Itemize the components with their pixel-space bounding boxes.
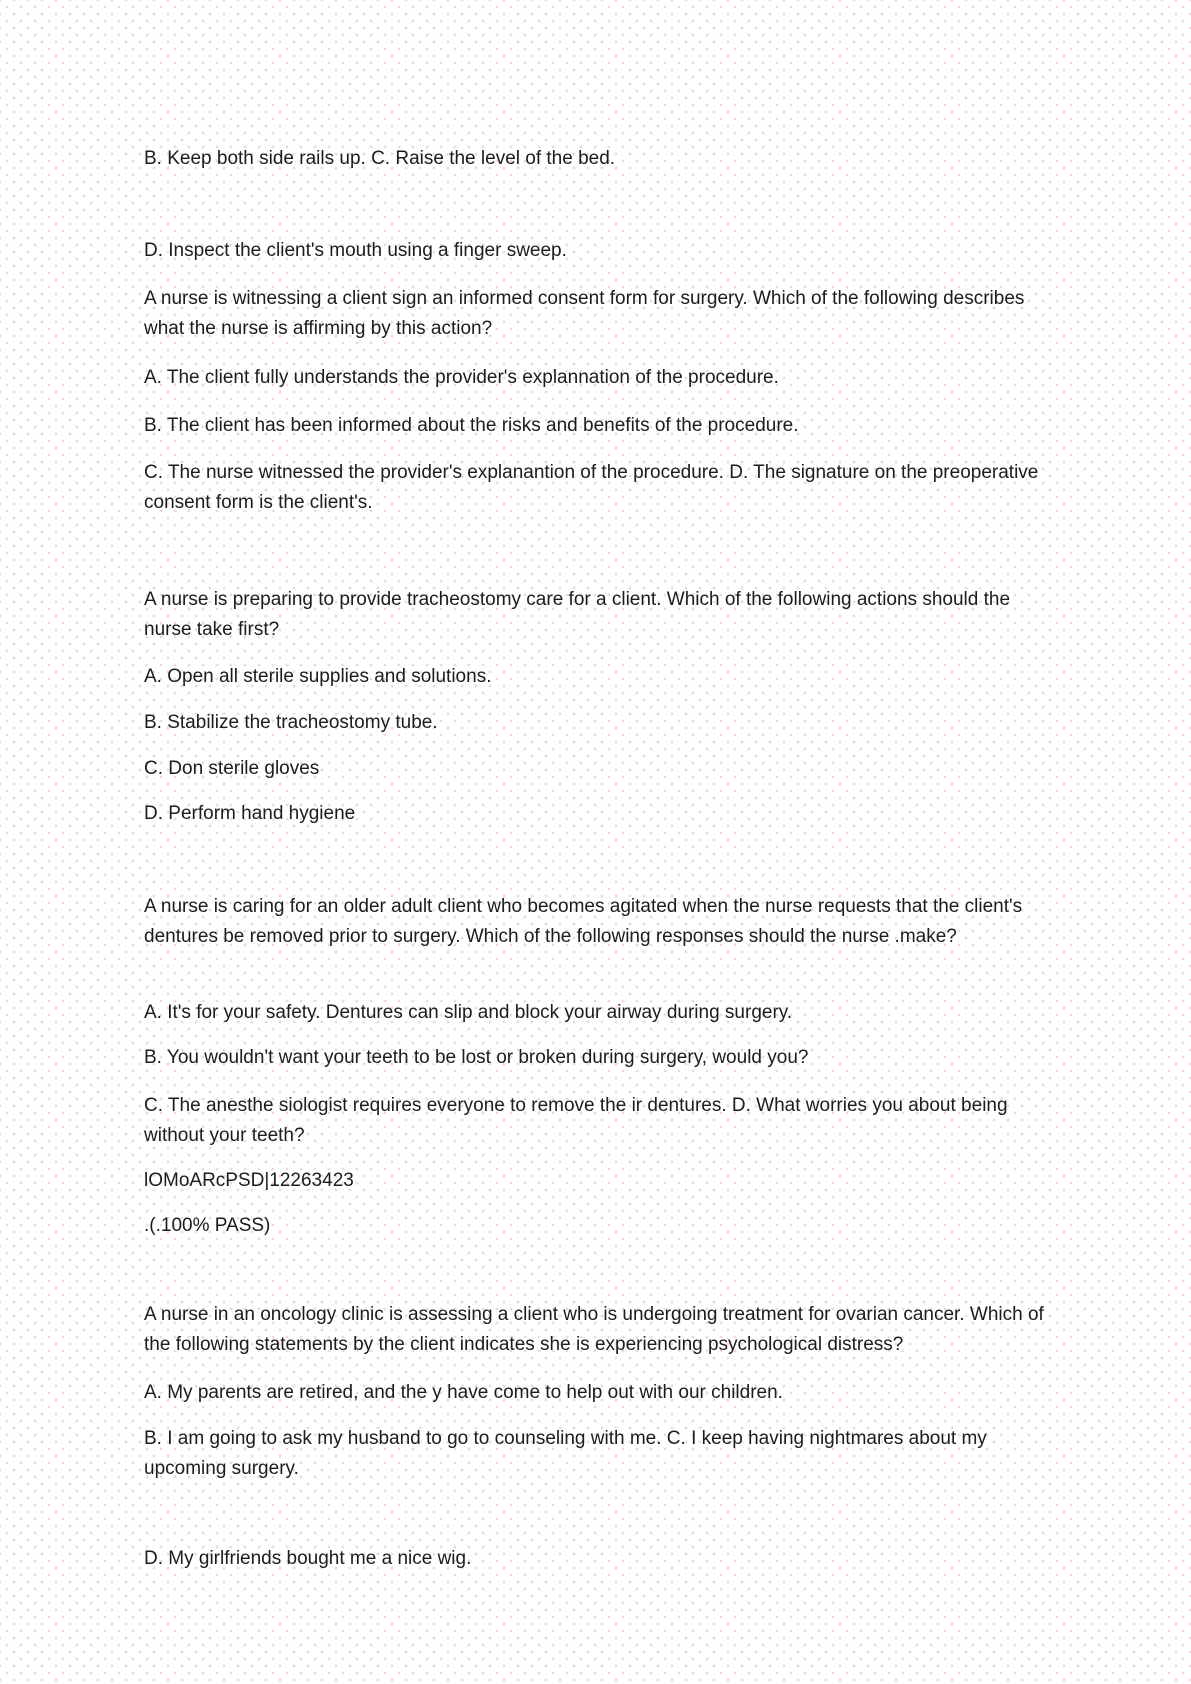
question-option: B. I am going to ask my husband to go to counseling with me. C. I keep having nightmares about my upcoming surgery.: [144, 1428, 987, 1479]
question-option: B. You wouldn't want your teeth to be lost or broken during surgery, would you?: [144, 1047, 809, 1068]
pass-label: .(.100% PASS): [144, 1215, 271, 1236]
question-option: C. Don sterile gloves: [144, 758, 320, 779]
question-stem: A nurse is caring for an older adult client who becomes agitated when the nurse requests that the client's dentures be removed prior to surgery. Which of the following responses should the nurse .make?: [144, 896, 1023, 947]
question-option: D. My girlfriends bought me a nice wig.: [144, 1548, 472, 1569]
question-option: B. Stabilize the tracheostomy tube.: [144, 712, 438, 733]
document-id: lOMoARcPSD|12263423: [144, 1170, 354, 1191]
question-option: A. It's for your safety. Dentures can slip and block your airway during surgery.: [144, 1002, 793, 1023]
question-option: B. The client has been informed about the risks and benefits of the procedure.: [144, 415, 799, 436]
question-option: D. Perform hand hygiene: [144, 803, 356, 824]
question-option: B. Keep both side rails up. C. Raise the level of the bed.: [144, 148, 616, 169]
question-option: C. The anesthe siologist requires everyone to remove the ir dentures. D. What worries you about being without your teeth?: [144, 1095, 1008, 1146]
question-option: D. Inspect the client's mouth using a finger sweep.: [144, 240, 567, 261]
question-stem: A nurse is witnessing a client sign an informed consent form for surgery. Which of the following describes what the nurse is affirming by this action?: [144, 288, 1025, 339]
question-option: A. The client fully understands the provider's explannation of the procedure.: [144, 367, 779, 388]
question-stem: A nurse is preparing to provide tracheostomy care for a client. Which of the following actions should the nurse take first?: [144, 589, 1011, 640]
question-option: A. My parents are retired, and the y have come to help out with our children.: [144, 1382, 783, 1403]
question-stem: A nurse in an oncology clinic is assessing a client who is undergoing treatment for ovarian cancer. Which of the following statements by the client indicates she is experiencing psychological distress?: [144, 1304, 1044, 1355]
question-option: C. The nurse witnessed the provider's explanantion of the procedure. D. The signature on the preoperative consent form is the client's.: [144, 462, 1039, 513]
question-option: A. Open all sterile supplies and solutions.: [144, 666, 492, 687]
